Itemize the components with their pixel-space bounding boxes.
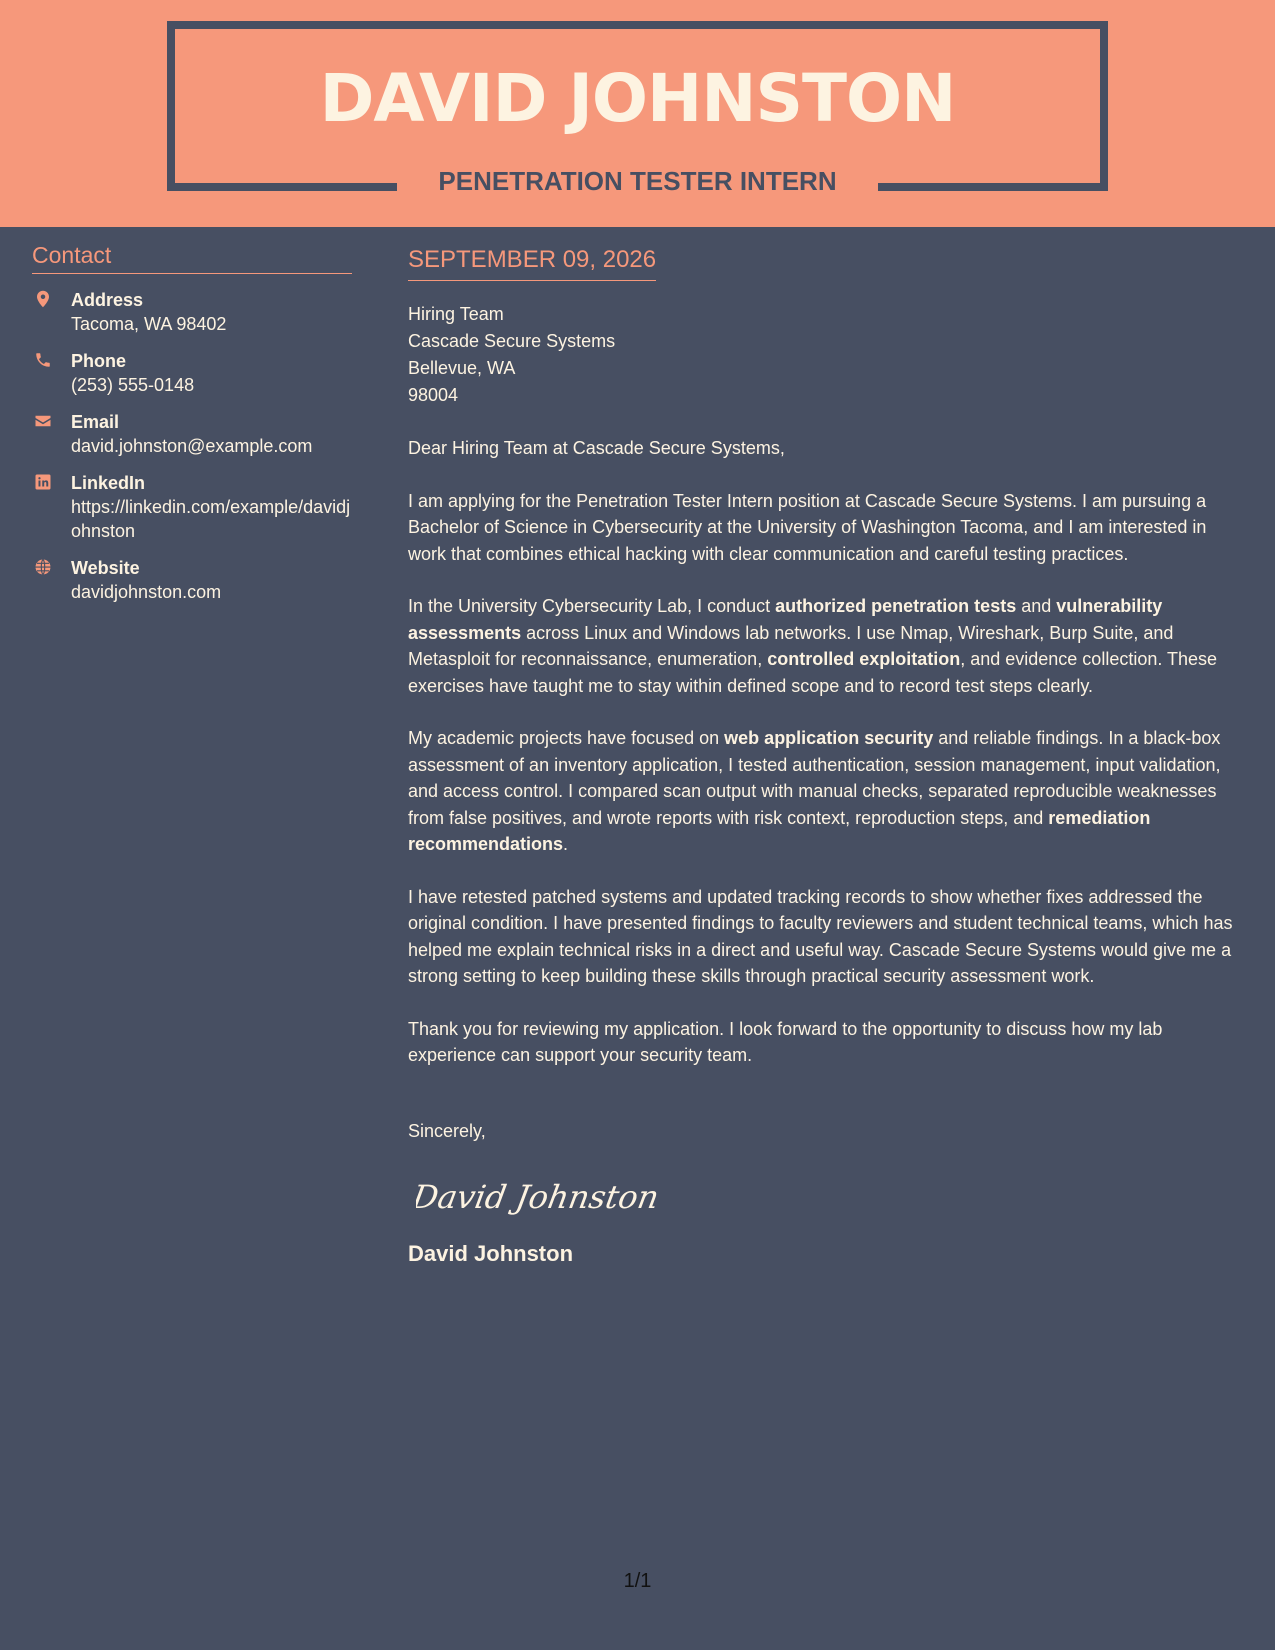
- contact-value: Tacoma, WA 98402: [71, 314, 227, 334]
- recipient-line: Bellevue, WA: [408, 358, 516, 378]
- handwritten-signature: [416, 1166, 666, 1224]
- svg-text:David Johnston: David Johnston: [416, 1177, 662, 1216]
- letter-date: SEPTEMBER 09, 2026: [408, 246, 656, 281]
- paragraph-1: I am applying for the Penetration Tester Intern position at Cascade Secure Systems. I am pursuing a Bachelor of Science in Cybersecurity at the University of Washington Tacoma, and I am interested in work that combines ethical hacking with clear communication and careful testing practices.: [408, 490, 1207, 564]
- contact-value[interactable]: davidjohnston.com: [71, 582, 222, 602]
- recipient-line: 98004: [408, 385, 459, 405]
- candidate-name: DAVID JOHNSTON: [319, 60, 956, 137]
- contact-label: Email: [71, 412, 120, 432]
- recipient-line: Cascade Secure Systems: [408, 331, 616, 351]
- closing: Sincerely,: [408, 1120, 486, 1141]
- salutation: Dear Hiring Team at Cascade Secure Systems,: [408, 438, 785, 458]
- contact-address: [32, 288, 352, 336]
- contact-sidebar: [32, 242, 352, 617]
- header-banner: [0, 0, 1275, 227]
- paragraph-4: I have retested patched systems and updated tracking records to show whether fixes addressed the original condition. I have presented findings to faculty reviewers and student technical teams, which has helped me explain technical risks in a direct and useful way. Cascade Secure Systems would give me a strong setting to keep building these skills through practical security assessment work.: [408, 886, 1233, 986]
- paragraph-3: My academic projects have focused on web application security and reliable findings. In a black-box assessment of an inventory application, I tested authentication, session management, input validation, and access control. I compared scan output with manual checks, separated reproducible weaknesses from false positives, and wrote reports with risk context, reproduction steps, and remediation recommendations.: [408, 728, 1221, 854]
- contact-value[interactable]: david.johnston@example.com: [71, 436, 313, 456]
- contact-heading: Contact: [32, 242, 352, 274]
- job-title: PENETRATION TESTER INTERN: [438, 166, 837, 196]
- contact-email: [32, 410, 352, 458]
- contact-value: (253) 555-0148: [71, 375, 195, 395]
- recipient-line: Hiring Team: [408, 304, 504, 324]
- contact-phone: [32, 349, 352, 397]
- contact-value[interactable]: https://linkedin.com/example/davidjohnston: [71, 497, 351, 541]
- contact-label: LinkedIn: [71, 473, 146, 493]
- phone-icon: [34, 351, 52, 369]
- signer-name: David Johnston: [408, 1240, 574, 1266]
- letter-body: [408, 246, 1246, 1267]
- map-pin-icon: [34, 290, 52, 308]
- linkedin-icon: [34, 473, 52, 491]
- page-number: 1/1: [623, 1570, 652, 1592]
- contact-website: [32, 556, 352, 604]
- contact-label: Phone: [71, 351, 127, 371]
- paragraph-5: Thank you for reviewing my application. I look forward to the opportunity to discuss how my lab experience can support your security team.: [408, 1018, 1163, 1065]
- contact-label: Address: [71, 290, 144, 310]
- contact-linkedin: [32, 471, 352, 543]
- recipient-block: [408, 301, 1246, 409]
- contact-label: Website: [71, 558, 140, 578]
- paragraph-2: In the University Cybersecurity Lab, I conduct authorized penetration tests and vulnerability assessments across Linux and Windows lab networks. I use Nmap, Wireshark, Burp Suite, and Metasploit for reconnaissance, enumeration, controlled exploitation, and evidence collection. These exercises have taught me to stay within defined scope and to record test steps clearly.: [408, 596, 1218, 696]
- envelope-icon: [34, 412, 52, 430]
- globe-icon: [34, 558, 52, 576]
